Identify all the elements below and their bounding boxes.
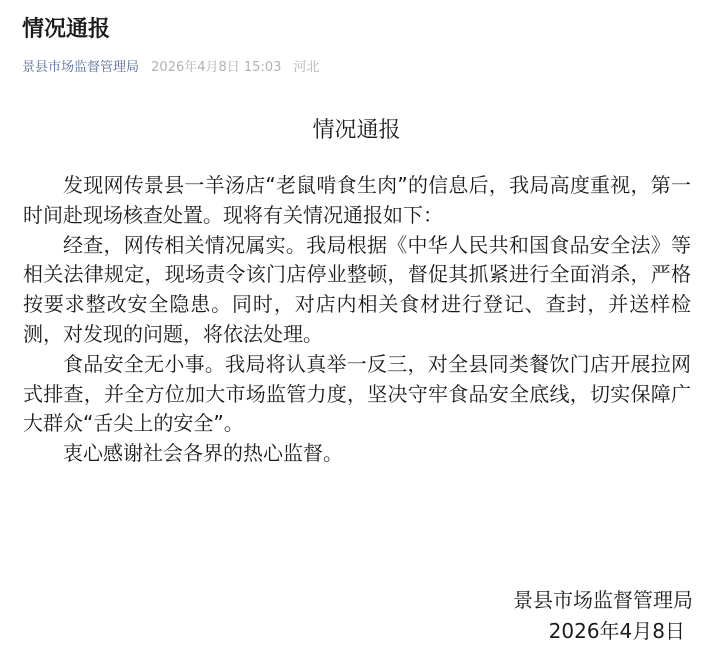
- paragraph-4: 衷心感谢社会各界的热心监督。: [63, 441, 343, 466]
- signature-org: 景县市场监督管理局: [513, 588, 693, 612]
- publish-location: 河北: [293, 60, 320, 75]
- paragraph-3: 食品安全无小事。我局将认真举一反三，对全县同类餐饮门店开展拉网式排查，并全方位加大市场监管力度，坚决守牢食品安全底线，切实保障广大群众“舌尖上的安全”。: [23, 351, 691, 436]
- signature-date: 2026年4月8日: [548, 619, 685, 643]
- signature-block: [513, 585, 693, 647]
- document-title: 情况通报: [312, 118, 401, 143]
- article-title: 情况通报: [22, 17, 111, 42]
- document-body: [23, 171, 691, 469]
- publish-date: 2026年4月8日 15:03: [151, 60, 282, 75]
- article-meta: [22, 56, 328, 75]
- account-name-link[interactable]: 景县市场监督管理局: [22, 60, 140, 75]
- paragraph-2: 经查，网传相关情况属实。我局根据《中华人民共和国食品安全法》等相关法律规定，现场责令该门店停业整顿，督促其抓紧进行全面消杀，严格按要求整改安全隐患。同时，对店内相关食材进行登记、查封，并送样检测，对发现的问题，将依法处理。: [23, 232, 691, 346]
- paragraph-1: 发现网传景县一羊汤店“老鼠啃食生肉”的信息后，我局高度重视，第一时间赴现场核查处置。现将有关情况通报如下：: [23, 173, 691, 227]
